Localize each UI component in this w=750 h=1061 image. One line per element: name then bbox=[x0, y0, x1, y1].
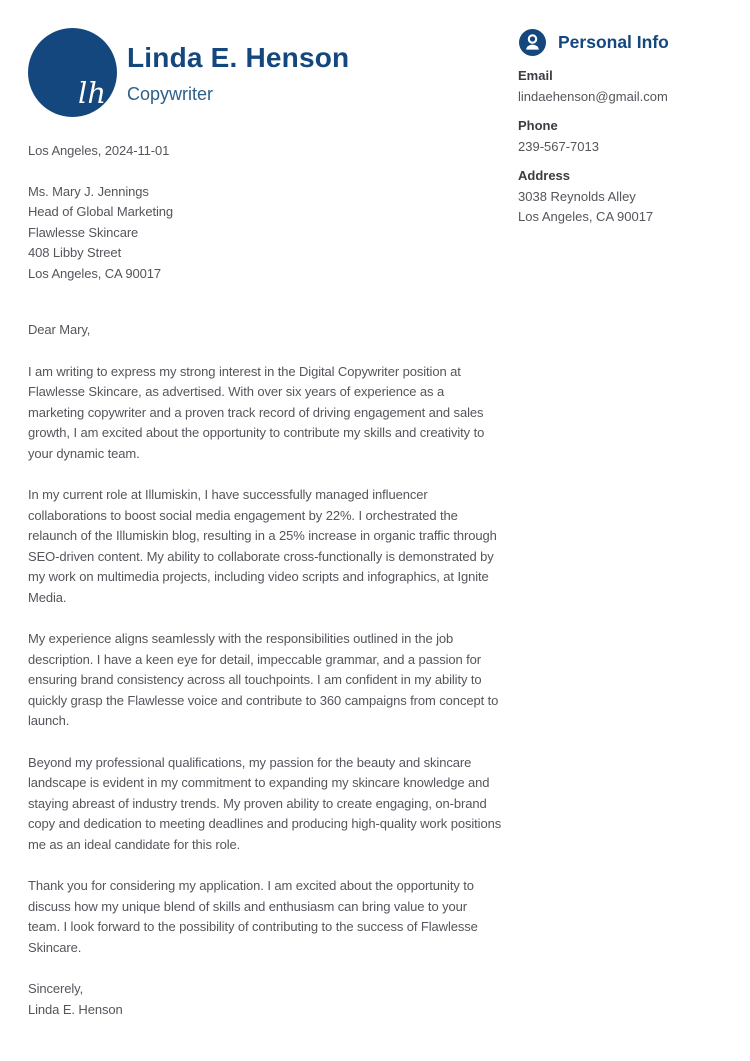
date-line: Los Angeles, 2024-11-01 bbox=[28, 143, 170, 158]
address-value-line2: Los Angeles, CA 90017 bbox=[518, 209, 654, 224]
letter-column bbox=[28, 28, 502, 1020]
phone-value: 239-567-7013 bbox=[518, 138, 599, 154]
paragraph-1: I am writing to express my strong interest in the Digital Copywriter position at Flawlesse Skincare, as advertised. With over six years of experience as a marketing copywriter and a proven track record of driving engagement and sales growth, I am excited about the opportunity to contribute my skills and creativity to your dynamic team. bbox=[28, 363, 485, 461]
address-label: Address bbox=[518, 168, 571, 183]
name-block bbox=[127, 28, 349, 117]
avatar-initials: lh bbox=[78, 76, 106, 110]
person-icon bbox=[518, 28, 547, 57]
recipient-role: Head of Global Marketing bbox=[28, 204, 174, 219]
address-value-line1: 3038 Reynolds Alley bbox=[518, 188, 636, 204]
paragraph-5: Thank you for considering my application. I am excited about the opportunity to discuss how my unique blend of skills and enthusiasm can bring value to your team. I look forward to the possibility of contributing to the success of Flawlesse Skincare. bbox=[28, 878, 478, 955]
personal-info-field-address bbox=[518, 166, 730, 228]
page-title: Linda E. Henson bbox=[127, 42, 350, 73]
personal-info-header bbox=[518, 28, 730, 57]
personal-info-heading: Personal Info bbox=[558, 31, 669, 52]
letter-body bbox=[28, 141, 502, 1020]
recipient-company: Flawlesse Skincare bbox=[28, 224, 139, 240]
closing-block bbox=[28, 979, 502, 1020]
paragraph-4: Beyond my professional qualifications, my passion for the beauty and skincare landscape is evident in my commitment to expanding my skincare knowledge and staying abreast of industry trends. My proven ability to create engaging, on-brand copy and dedication to meeting deadlines and producing high-quality work positions me as an ideal candidate for this role. bbox=[28, 754, 502, 852]
email-value: lindaehenson@gmail.com bbox=[518, 88, 668, 104]
paragraph-2: In my current role at Illumiskin, I have successfully managed influencer collaborations to boost social media engagement by 22%. I orchestrated the relaunch of the Illumiskin blog, resulting in a 25% increase in organic traffic through SEO-driven content. My ability to collaborate cross-functionally is demonstrated by my work on multimedia projects, including video scripts and infographics, at Ignite Media. bbox=[28, 487, 497, 605]
job-title: Copywriter bbox=[127, 84, 214, 105]
closing-word: Sincerely, bbox=[28, 981, 84, 996]
recipient-block bbox=[28, 182, 502, 285]
signature-name: Linda E. Henson bbox=[28, 1001, 123, 1017]
email-label: Email bbox=[518, 68, 553, 83]
personal-info-field-phone bbox=[518, 116, 730, 157]
recipient-street: 408 Libby Street bbox=[28, 245, 122, 260]
letter-header bbox=[28, 28, 502, 117]
personal-info-section bbox=[518, 28, 730, 1020]
recipient-name: Ms. Mary J. Jennings bbox=[28, 183, 149, 199]
salutation: Dear Mary, bbox=[28, 322, 91, 337]
avatar bbox=[28, 28, 117, 117]
paragraph-3: My experience aligns seamlessly with the responsibilities outlined in the job description. I have a keen eye for detail, impeccable grammar, and a passion for ensuring brand consistency across all touchpoints. I am confident in my ability to quickly grasp the Flawlesse voice and contribute to 360 campaigns from concept to launch. bbox=[28, 631, 499, 728]
phone-label: Phone bbox=[518, 118, 558, 133]
recipient-city: Los Angeles, CA 90017 bbox=[28, 265, 162, 281]
personal-info-field-email bbox=[518, 66, 730, 107]
